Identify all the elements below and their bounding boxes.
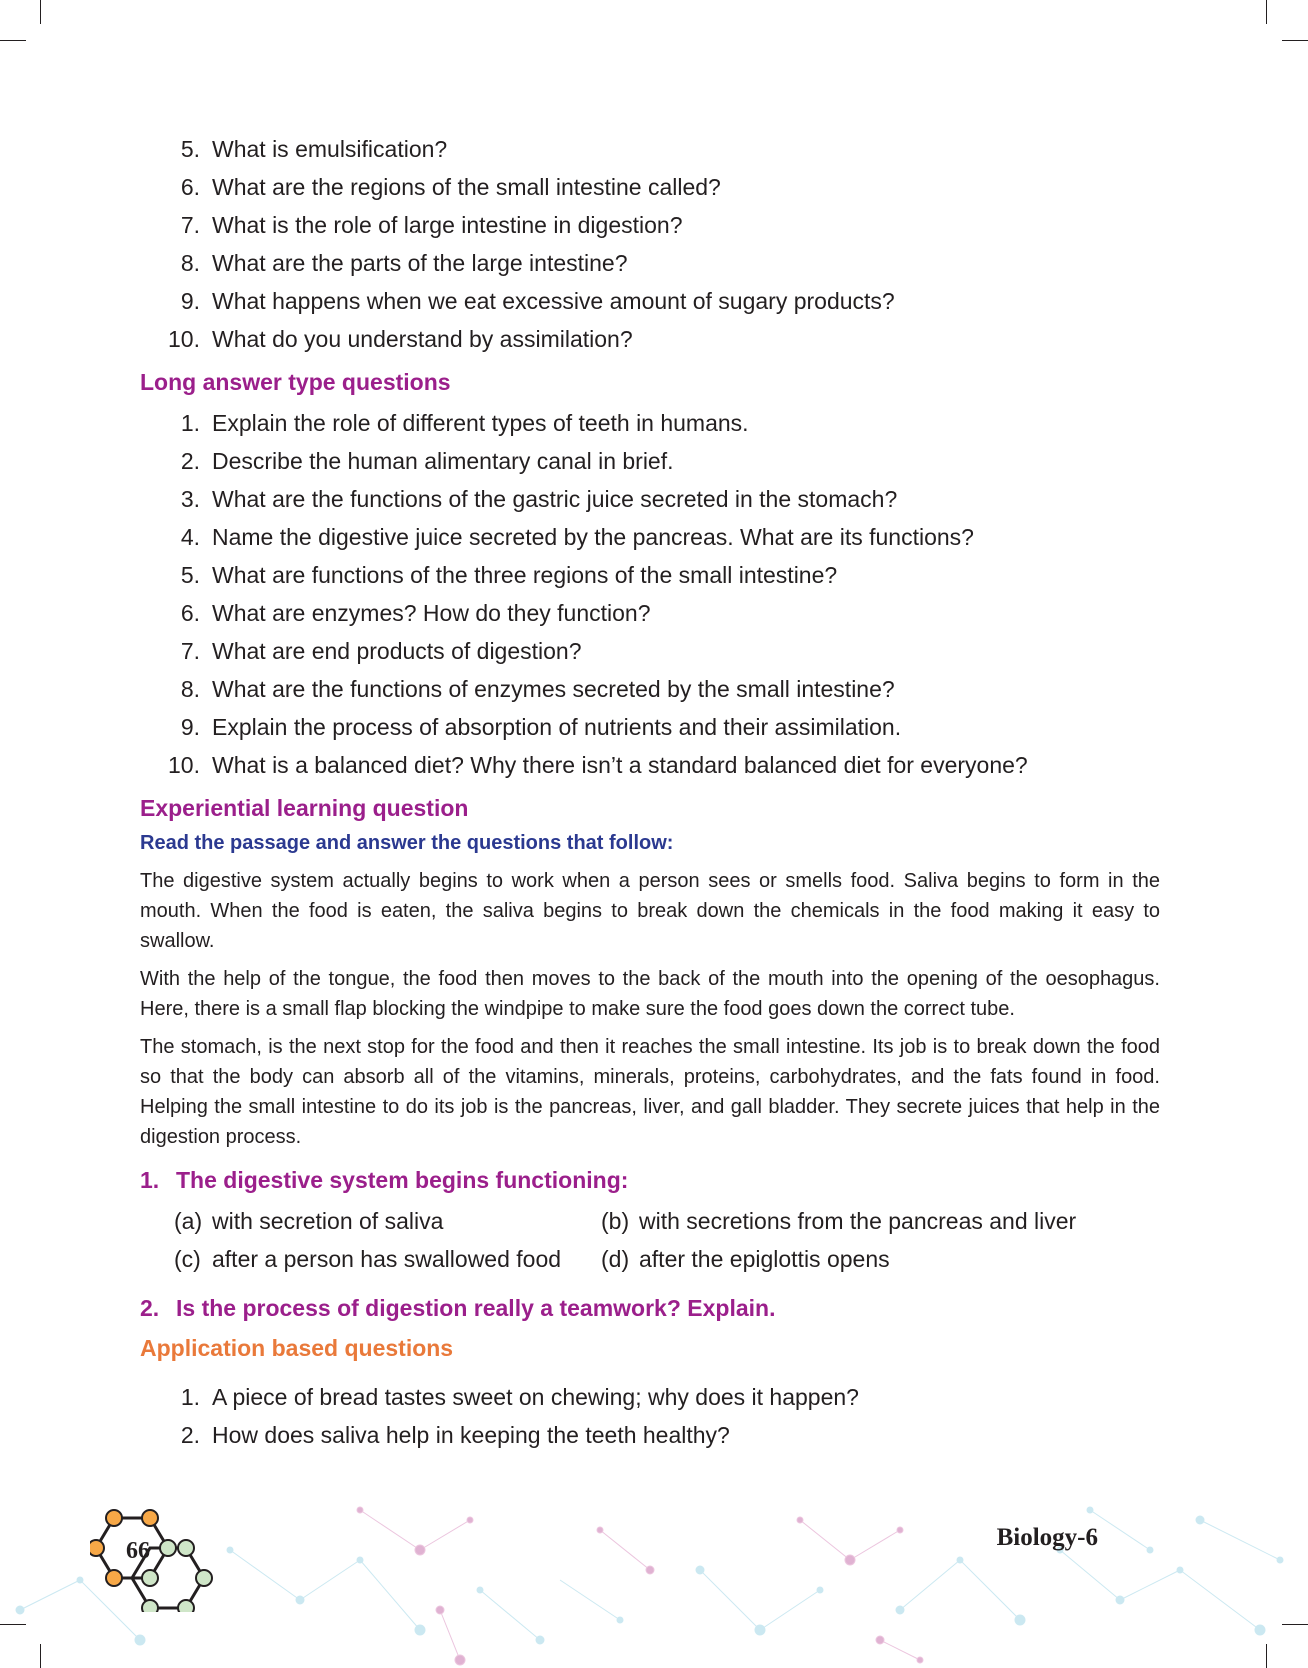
crop-mark [0, 40, 26, 41]
list-item: 6. What are enzymes? How do they function? [180, 600, 651, 626]
experiential-heading: Experiential learning question [140, 795, 469, 821]
list-item: 2. How does saliva help in keeping the teeth healthy? [180, 1422, 730, 1448]
option-a: (a) with secretion of saliva [174, 1208, 444, 1234]
experiential-question-2: 2. Is the process of digestion really a teamwork? Explain. [140, 1295, 776, 1321]
list-item: 5. What are functions of the three regions of the small intestine? [180, 562, 838, 588]
page-content [140, 130, 1160, 1454]
option-d: (d) after the epiglottis opens [601, 1246, 890, 1272]
list-item: 2. Describe the human alimentary canal in brief. [180, 448, 674, 474]
hexagon-molecule-icon [90, 1508, 240, 1612]
list-item: 1. A piece of bread tastes sweet on chewing; why does it happen? [180, 1384, 859, 1410]
mcq-options [140, 1202, 1160, 1278]
list-item: 6. What are the regions of the small intestine called? [180, 174, 721, 200]
list-item: 7. What is the role of large intestine in digestion? [180, 212, 683, 238]
crop-mark [40, 0, 41, 24]
list-item: 8. What are the parts of the large intestine? [180, 250, 628, 276]
passage-paragraph: With the help of the tongue, the food then moves to the back of the mouth into the opening of the oesophagus. Here, there is a small flap blocking the windpipe to make sure the food goes down the correct tube. [140, 968, 1160, 1020]
list-item: 9. Explain the process of absorption of nutrients and their assimilation. [180, 714, 902, 740]
experiential-question-1: 1. The digestive system begins functioning: [140, 1167, 629, 1193]
crop-mark [1282, 40, 1308, 41]
application-list [140, 1378, 1160, 1454]
passage-paragraph: The stomach, is the next stop for the food and then it reaches the small intestine. Its job is to break down the food so that the body can absorb all of the vitamins, minerals, proteins, carbohydrates, and the fats found in food. Helping the small intestine to do its job is the pancreas, liver, and gall bladder. They secrete juices that help in the digestion process. [140, 1036, 1160, 1148]
short-answer-list-continued [140, 130, 1160, 358]
list-item: 10. What do you understand by assimilation? [168, 326, 633, 352]
long-answer-heading: Long answer type questions [140, 369, 451, 395]
list-item: 1. Explain the role of different types of teeth in humans. [180, 410, 749, 436]
list-item: 9. What happens when we eat excessive amount of sugary products? [180, 288, 895, 314]
option-c: (c) after a person has swallowed food [174, 1246, 562, 1272]
option-b: (b) with secretions from the pancreas and liver [601, 1208, 1077, 1234]
application-heading: Application based questions [140, 1335, 454, 1361]
list-item: 5. What is emulsification? [180, 136, 448, 162]
list-item: 10. What is a balanced diet? Why there isn’t a standard balanced diet for everyone? [168, 752, 1028, 778]
book-title: Biology-6 [996, 1524, 1098, 1551]
passage-paragraph: The digestive system actually begins to work when a person sees or smells food. Saliva begins to form in the mouth. When the food is eaten, the saliva begins to break down the chemicals in the food making it easy to swallow. [140, 870, 1160, 952]
page-number: 66 [126, 1538, 150, 1564]
list-item: 4. Name the digestive juice secreted by the pancreas. What are its functions? [180, 524, 974, 550]
list-item: 7. What are end products of digestion? [180, 638, 582, 664]
list-item: 3. What are the functions of the gastric juice secreted in the stomach? [180, 486, 898, 512]
long-answer-list [140, 404, 1160, 784]
crop-mark [1266, 0, 1267, 24]
passage-instruction: Read the passage and answer the questions that follow: [140, 832, 674, 854]
list-item: 8. What are the functions of enzymes secreted by the small intestine? [180, 676, 895, 702]
